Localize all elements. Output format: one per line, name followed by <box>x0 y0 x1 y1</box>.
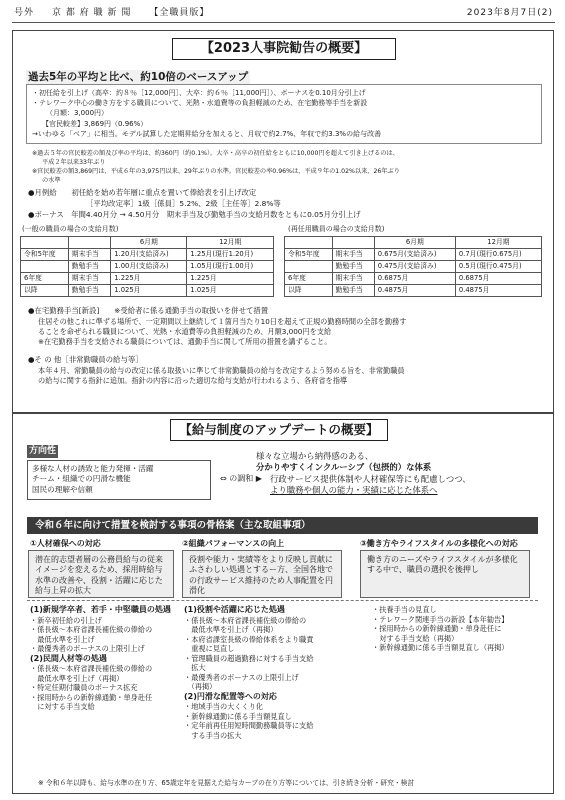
table-cell: 12月期 <box>455 237 541 249</box>
table-cell: 0.6875月 <box>374 273 455 285</box>
issue-date: 2023年8月7日(2) <box>466 8 553 18</box>
measures-band: 令和６年に向けて措置を検討する事項の骨格案（主な取組事項） <box>27 517 538 534</box>
table-header-row <box>21 237 274 249</box>
table-cell: 6月期 <box>374 237 455 249</box>
other-heading: ●そ の 他［非常勤職員の給与等］ <box>28 355 143 364</box>
note-3: ※官民較差の額3,869円は、平成６年の3,975円以来、29年ぶりの水準。官民較差の率0.96%は、平成９年の1.02%以来、26年ぶり <box>32 168 400 175</box>
table-cell: 0.7月(現行0.675月) <box>455 249 541 261</box>
table-cell: 期末手当 <box>332 273 374 285</box>
list-item: （再掲） <box>184 682 217 692</box>
table-cell: 1.05月(現行1.00月) <box>187 261 274 273</box>
table-cell: 以降 <box>21 285 69 297</box>
general-staff-table <box>20 236 274 297</box>
table-row <box>21 261 274 273</box>
reappointed-staff-table <box>284 236 542 297</box>
list-item: ・最優秀者のボーナスの上限引上げ <box>184 672 299 682</box>
list-item: する手当の拡大 <box>184 730 242 740</box>
list-item: ・地域手当の大くくり化 <box>184 702 264 712</box>
list-item: 重視に見直し <box>184 644 235 654</box>
table-cell: 6月期 <box>111 237 187 249</box>
other-line-2: の給与に関する指針に追加。指針の内容に沿った適切な給与支給が行われるよう、各府省を指導 <box>38 376 348 385</box>
section1-heading: 過去5年の平均と比べ、約10倍のベースアップ <box>28 71 249 83</box>
table-row <box>21 273 274 285</box>
table-cell: 6年度 <box>285 273 333 285</box>
column3-list <box>372 605 542 653</box>
highlight-line-3: （月額：3,000円） <box>46 109 109 117</box>
telework-line-1: 住居その他これに準ずる場所で、一定期間以上継続して１箇月当たり10日を超えて正規の勤務時間の全部を勤務す <box>38 317 407 326</box>
table-cell <box>21 237 69 249</box>
target-line-3: 行政サービス提供体制や人材確保等にも配慮しつつ、 <box>270 473 471 484</box>
reappointed-table-caption: (再任用職員の場合の支給月数) <box>288 225 385 233</box>
column2-list <box>184 605 354 740</box>
general-table-caption: (一般の職員の場合の支給月数) <box>22 225 119 233</box>
edition-label: 号外 <box>14 8 35 18</box>
table-cell: 1.20月(支給済み) <box>111 249 187 261</box>
table-cell: 1.025月 <box>187 285 274 297</box>
column1-list <box>30 605 180 712</box>
direction-box <box>27 460 211 500</box>
highlight-line-4: 【官民較差】3,869円（0.96%） <box>42 120 148 128</box>
list-item: ・新幹線通勤に係る手当額見直し（再掲） <box>372 643 509 652</box>
paper-name: 京 都 府 職 新 聞 <box>52 8 132 18</box>
table-cell <box>21 261 69 273</box>
edition-tag: 【全職員版】 <box>149 8 210 18</box>
telework-heading: ●在宅勤務手当[新設] ※受給者に係る通勤手当の取扱いを併せて措置 <box>28 306 269 315</box>
column3-heading: ③働き方やライフスタイルの多様化への対応 <box>360 539 518 548</box>
revision-rate-line: ［平均改定率］1級［係員］5.2%、2級［主任等］2.8%等 <box>86 199 281 208</box>
table-row <box>285 261 542 273</box>
list-item: ・定年前再任用短時間勤務職員等に支給 <box>184 721 314 731</box>
list-item: ・管理職員の超過勤務に対する手当支給 <box>184 653 314 663</box>
list-item: 最低水準を引上げ（再掲） <box>184 625 278 635</box>
list-item: 対する手当支給（再掲） <box>372 633 459 643</box>
direction-tag: 方向性 <box>29 446 57 456</box>
table-cell: 勤勉手当 <box>68 285 110 297</box>
list-item: ・新幹線通勤に係る手当額見直し <box>184 711 292 721</box>
section1-title: 【2023人事院勧告の概要】 <box>172 38 396 60</box>
table-cell: 1.25月(現行1.20月) <box>187 249 274 261</box>
table-cell <box>332 237 374 249</box>
table-row <box>285 285 542 297</box>
column2-heading: ②組織パフォーマンスの向上 <box>182 539 285 548</box>
table-row <box>285 273 542 285</box>
table-row <box>21 249 274 261</box>
list-item: ・係長級～本府省課長補佐級の俸給の <box>30 664 153 674</box>
highlight-line-5: →いわゆる「ベア」に相当。モデル試算した定期昇給分を加えると、月収で約2.7%、年収で約3.3%の給与改善 <box>32 130 382 138</box>
note-1: ※過去５年の官民較差の額及び率の平均は、約360円（約0.1%）。大卒・高卒の初任給をともに10,000円を超えて引き上げるのは、 <box>32 150 399 157</box>
table-cell: 0.675月(支給済み) <box>374 249 455 261</box>
list-item: ・扶養手当の見直し <box>372 605 437 614</box>
list-item: 拡大 <box>184 663 206 673</box>
highlight-line-2: ・テレワーク中心の働き方をする職員について、光熱・水道費等の負担軽減のため、在宅勤務等手当を新設 <box>32 99 368 107</box>
table-cell: 勤勉手当 <box>68 261 110 273</box>
column1-heading: ①人材確保への対応 <box>30 539 101 548</box>
table-cell: 0.4875月 <box>455 285 541 297</box>
newspaper-header <box>14 8 553 22</box>
table-cell: 12月期 <box>187 237 274 249</box>
target-line-4: より職務や個人の能力・実績に応じた体系へ <box>270 485 438 496</box>
list-item: ・採用時からの新幹線通勤・単身赴任 <box>30 692 153 702</box>
table-row <box>285 249 542 261</box>
table-cell <box>285 237 333 249</box>
balance-label: ⇔ の調和 ▶ <box>220 474 262 483</box>
list-item: ・特定任期付職員のボーナス拡充 <box>30 683 138 693</box>
table-cell: 勤勉手当 <box>332 261 374 273</box>
bonus-line: ●ボーナス 年間4.40月分 → 4.50月分 期末手当及び勤勉手当の支給月数をともに0.05月分引上げ <box>28 210 361 219</box>
list-item: に対する手当支給 <box>30 702 95 712</box>
list-heading: (1)新規学卒者、若手・中堅職員の処遇 <box>30 605 171 614</box>
table-cell: 0.475月(支給済み) <box>374 261 455 273</box>
table-cell: 0.6875月 <box>455 273 541 285</box>
table-cell: 勤勉手当 <box>332 285 374 297</box>
table-cell: 令和5年度 <box>21 249 69 261</box>
section2-title: 【給与制度のアップデートの概要】 <box>170 419 388 441</box>
list-item: ・最優秀者のボーナスの上限引上げ <box>30 644 145 654</box>
table-cell: 令和5年度 <box>285 249 333 261</box>
list-item: ・テレワーク関連手当の新設【本年勧告】 <box>372 614 509 624</box>
table-cell <box>68 237 110 249</box>
table-cell <box>285 261 333 273</box>
list-item: 最低水準を引上げ <box>30 634 95 644</box>
list-item: ・係長級～本府省課長補佐級の俸給の <box>30 625 153 635</box>
monthly-pay-line: ●月例給 初任給を始め若年層に重点を置いて俸給表を引上げ改定 <box>28 188 257 197</box>
telework-line-2: ることを命ぜられる職員について、光熱・水道費等の負担軽減のため、月額3,000円を支給 <box>38 327 332 336</box>
table-header-row <box>285 237 542 249</box>
table-row <box>21 285 274 297</box>
target-system <box>256 451 471 496</box>
footnote: ※ 令和６年以降も、給与水準の在り方、65歳定年を見据えた給与カーブの在り方等については、引き続き分析・研究・検討 <box>38 779 415 787</box>
other-line-1: 本年４月、常勤職員の給与の改定に係る取扱いに準じて非常勤職員の給与を改定するよう努める旨を、非常勤職員 <box>38 366 405 375</box>
table-cell: 0.5月(現行0.475月) <box>455 261 541 273</box>
list-item: ・本府省課室長級の俸給体系をより職責 <box>184 634 314 644</box>
target-line-1: 様々な立場から納得感のある、 <box>256 451 374 461</box>
table-cell: 期末手当 <box>332 249 374 261</box>
list-item: ・採用時からの新幹線通勤・単身赴任に <box>372 624 502 633</box>
table-cell: 0.4875月 <box>374 285 455 297</box>
table-cell: 1.025月 <box>111 285 187 297</box>
direction-line-2: チーム・組織での円滑な機能 <box>32 474 131 484</box>
table-cell: 以降 <box>285 285 333 297</box>
direction-line-1: 多様な人材の誘致と能力発揮・活躍 <box>32 464 154 473</box>
table-cell: 6年度 <box>21 273 69 285</box>
telework-note: ※在宅勤務手当を支給される職員については、通勤手当に関して所用の措置を講ずること。 <box>38 337 332 346</box>
list-heading: (2)円滑な配置等への対応 <box>184 691 277 701</box>
list-heading: (1)役割や活躍に応じた処遇 <box>184 605 285 614</box>
list-item: ・係長級～本府省課長補佐級の俸給の <box>184 615 307 625</box>
column2-summary: 役割や能力・実績等をより反映し貢献にふさわしい処遇とするー方、全国各地での行政サービス維持のため人事配置を円滑化 <box>182 550 342 598</box>
list-item: ・新卒初任給の引上げ <box>30 615 102 625</box>
column1-summary: 潜在的志望者層の公務員給与の従来イメージを変えるため、採用時給与水準の改善や、役割・活躍に応じた給与上昇の拡大 <box>28 550 174 598</box>
note-2: 平成２年以来33年ぶり <box>42 159 106 166</box>
direction-line-3: 国民の理解や信頼 <box>32 484 93 494</box>
highlight-line-1: ・初任給を引上げ（高卒：約８％［12,000円］、大卒：約６％［11,000円］）、ボーナスを0.10月分引上げ <box>32 89 366 97</box>
table-cell: 1.00月(支給済み) <box>111 261 187 273</box>
list-heading: (2)民間人材等の処遇 <box>30 653 107 663</box>
table-cell: 1.225月 <box>111 273 187 285</box>
header-rule <box>12 22 555 23</box>
list-item: 最低水準を引上げ（再掲） <box>30 673 124 683</box>
target-line-2: 分かりやすくインクルーシブ（包摂的）な体系 <box>256 462 432 473</box>
column3-summary: 働き方のニーズやライフスタイルが多様化する中で、職員の選択を後押し <box>360 550 530 598</box>
table-cell: 期末手当 <box>68 249 110 261</box>
table-cell: 期末手当 <box>68 273 110 285</box>
note-4: の水準 <box>42 177 61 184</box>
dashed-divider <box>27 600 538 601</box>
table-cell: 1.225月 <box>187 273 274 285</box>
